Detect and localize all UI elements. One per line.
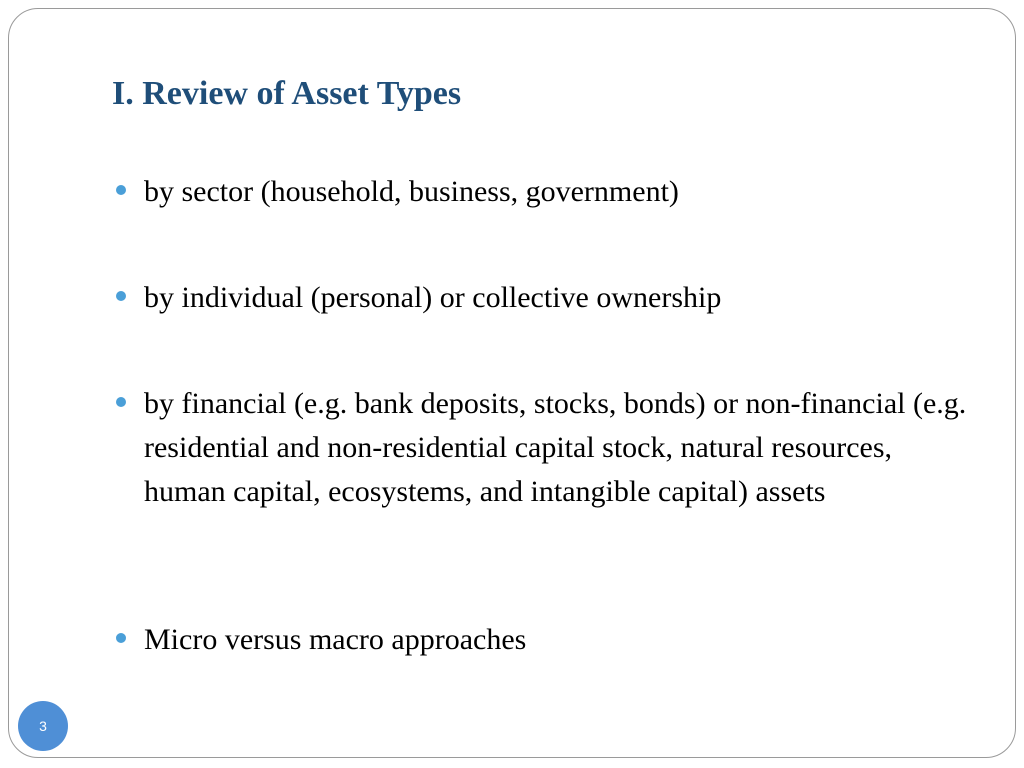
bullet-item-ownership <box>112 276 972 320</box>
bullet-text: Micro versus macro approaches <box>144 623 527 656</box>
bullet-dot-icon <box>116 291 126 301</box>
page-number-badge: 3 <box>18 701 68 751</box>
bullet-item-micro-macro <box>112 618 972 662</box>
bullet-dot-icon <box>116 185 126 195</box>
bullet-dot-icon <box>116 397 126 407</box>
bullet-item-financial <box>112 382 972 514</box>
bullet-text: by sector (household, business, government) <box>144 175 679 208</box>
bullet-item-sector <box>112 170 972 214</box>
bullet-dot-icon <box>116 633 126 643</box>
bullet-text: by financial (e.g. bank deposits, stocks, bonds) or non-financial (e.g. residential and non-residential capital stock, natural resources, human capital, ecosystems, and intangible capital) assets <box>144 387 967 508</box>
slide-title: I. Review of Asset Types <box>112 75 462 112</box>
bullet-text: by individual (personal) or collective ownership <box>144 281 722 314</box>
